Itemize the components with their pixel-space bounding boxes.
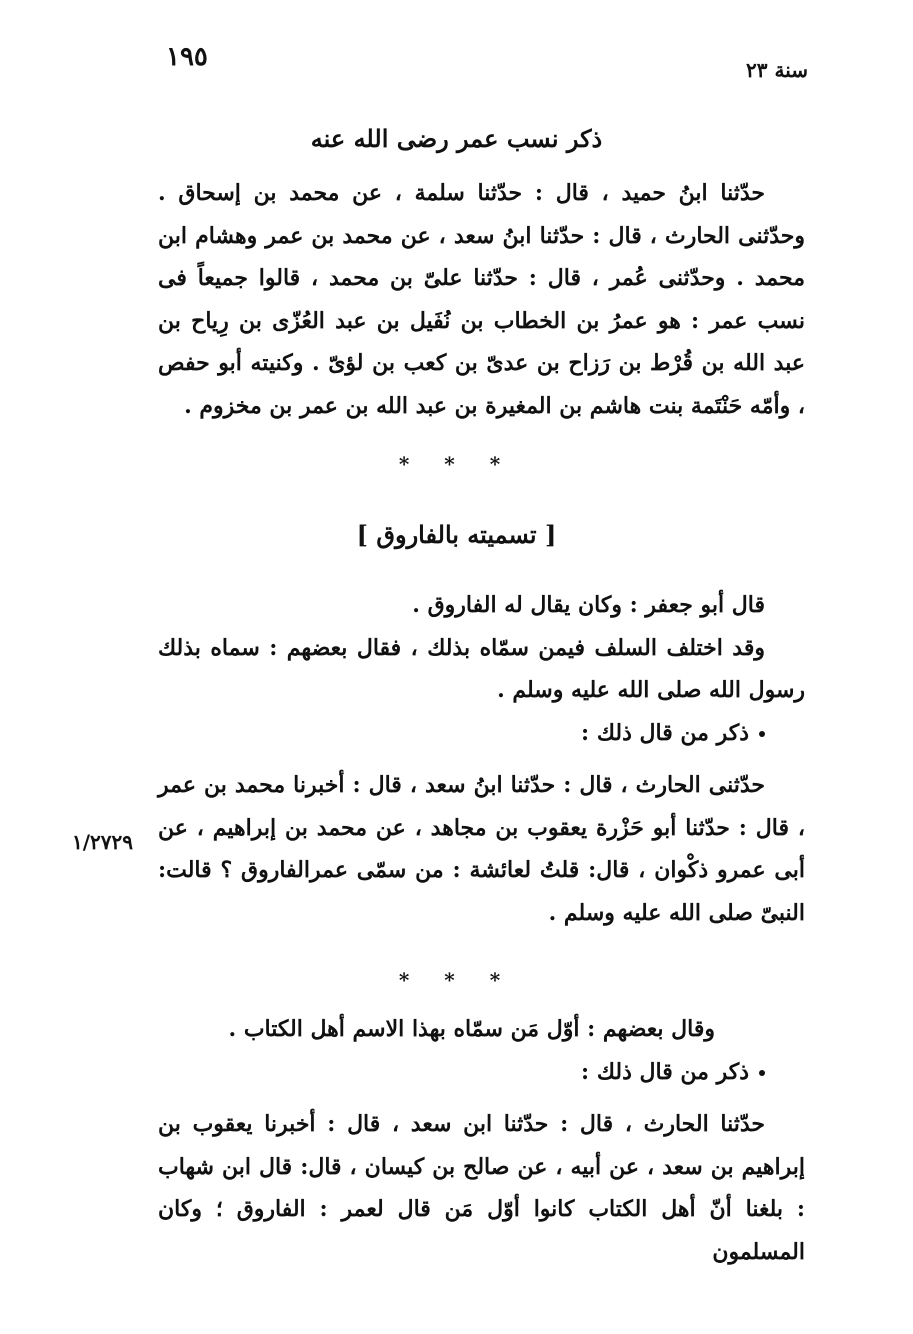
lineage-paragraph: حدّثنا ابنُ حميد ، قال : حدّثنا سلمة ، عن محمد بن إسحاق . وحدّثنى الحارث ، قال : حدّثنا ابنُ سعد ، عن محمد بن عمر وهشام ابن محمد . وحدّثنى عُمر ، قال : حدّثنا علىّ بن محمد ، قالوا جميعاً فى نسب عمر : هو عمرُ بن الخطاب بن نُفَيل بن عبد العُزّى بن رِياح بن عبد الله بن قُرْط بن رَزاح بن عدىّ بن كعب بن لؤىّ . وكنيته أبو حفص ، وأمّه حَنْتَمة بنت هاشم بن المغيرة بن عبد الله بن عمر بن مخزوم . — [158, 180, 805, 419]
bullet-mention-text-2: ذكر من قال ذلك : — [581, 1058, 749, 1085]
bullet-mention-2 — [158, 1051, 805, 1094]
disagreement-line: وقد اختلف السلف فيمن سمّاه بذلك ، فقال بعضهم : سماه بذلك رسول الله صلى الله عليه وسلم . — [158, 634, 805, 703]
margin-reference-note: ١/٢٧٢٩ — [72, 830, 134, 854]
section-title-naming: [ تسميته بالفاروق ] — [356, 520, 557, 549]
bullet-mention — [158, 712, 805, 755]
aisha-narration-paragraph: حدّثنى الحارث ، قال : حدّثنا ابنُ سعد ، قال : أخبرنا محمد بن عمر ، قال : حدّثنا أبو حَزْرة يعقوب بن مجاهد ، عن محمد بن إبراهيم ، عن أبى عمرو ذكْوان ، قال: قلتُ لعائشة : من سمّى عمرالفاروق ؟ قالت: النبىّ صلى الله عليه وسلم . — [158, 772, 805, 926]
section-separator-2: * * * — [398, 968, 515, 992]
abu-jafar-line: قال أبو جعفر : وكان يقال له الفاروق . — [412, 592, 765, 618]
page-number: ١٩٥ — [166, 42, 208, 72]
section-separator: * * * — [398, 452, 515, 476]
lineage-paragraph-block — [158, 172, 805, 427]
people-of-book-line: وقال بعضهم : أوّل مَن سمّاه بهذا الاسم أهل الكتاب . — [228, 1016, 715, 1042]
bullet-mention-text: ذكر من قال ذلك : — [581, 719, 749, 746]
naming-text-block — [158, 584, 805, 934]
bullet-dot-icon-2 — [759, 1070, 765, 1076]
running-header-year: سنة ٢٣ — [746, 58, 808, 82]
ibn-shihab-paragraph: حدّثنا الحارث ، قال : حدّثنا ابن سعد ، قال : أخبرنا يعقوب بن إبراهيم بن سعد ، عن أبيه ، عن صالح بن كيسان ، قال: قال ابن شهاب : بلغنا أنّ أهل الكتاب كانوا أوّل مَن قال لعمر : الفاروق ؛ وكان المسلمون — [158, 1111, 805, 1265]
bullet-dot-icon — [759, 731, 765, 737]
section-title-lineage: ذكر نسب عمر رضى الله عنه — [310, 124, 603, 153]
people-of-book-text-block — [158, 1008, 805, 1273]
